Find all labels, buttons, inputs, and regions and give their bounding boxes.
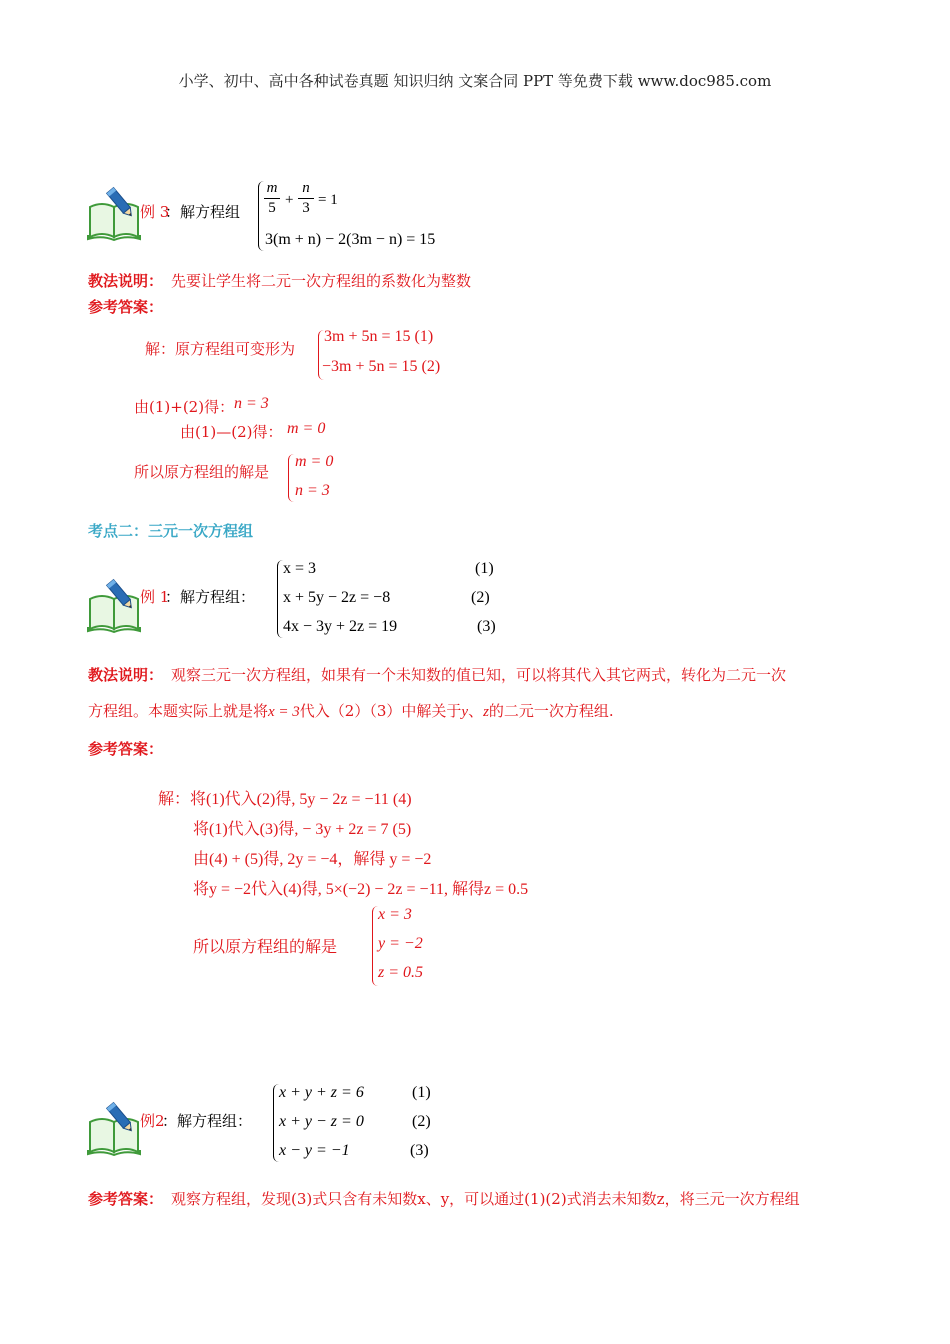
ex2-answer-text: 观察方程组，发现(3)式只含有未知数x、y，可以通过(1)(2)式消去未知数z，将三元一次方程组 [171,1190,800,1208]
ex3-step2-math: m = 0 [287,420,326,437]
ex1-eq1-num: (1) [475,560,494,577]
ex3-final-n: n = 3 [295,482,330,499]
ex1-method-line2c: 的二元一次方程组. [488,702,614,720]
ex1-final-x: x = 3 [378,906,412,923]
ex2-eq1: x + y + z = 6 [279,1084,364,1101]
ex1-eq1: x = 3 [283,560,317,577]
book-pencil-icon [86,577,142,633]
ex2-eq2: x + y − z = 0 [279,1113,364,1130]
ex1-eq2: x + 5y − 2z = −8 [283,589,391,606]
ex2-eq1-num: (1) [412,1084,431,1101]
ex2-eq3-num: (3) [410,1142,429,1159]
ex1-final-text: 所以原方程组的解是 [193,939,338,956]
ex2-answer-label: 参考答案： [88,1190,164,1208]
ex3-final-brace [288,454,295,502]
ex1-method-line2b: 代入（2）（3）中解关于 [299,702,462,720]
ex1-method-sep: 、 [468,702,484,720]
ex2-title: ：解方程组： [162,1112,253,1130]
ex2-eq2-num: (2) [412,1113,431,1130]
ex1-label: 例 1 [140,588,170,606]
ex1-method-z: z [483,704,489,720]
plus-sign: + [285,192,294,208]
ex1-step3: 由(4) + (5)得, 2y = −4，解得 y = −2 [193,851,432,868]
book-pencil-icon [86,185,142,241]
ex1-eq3-num: (3) [477,618,496,635]
fraction-m-over-5: m 5 [264,180,280,217]
section2-title: 考点二：三元一次方程组 [88,522,254,540]
ex3-step1-math: n = 3 [234,395,269,412]
ex3-step2-text: 由(1)—(2)得： [180,423,283,441]
ex3-solution-intro: 解：原方程组可变形为 [145,340,296,358]
ex1-method-label: 教法说明： [88,666,164,684]
ex3-label: 例 3 [140,203,170,221]
ex3-title: ：解方程组 [165,203,241,221]
ex3-method-text: 先要让学生将二元一次方程组的系数化为整数 [171,272,472,290]
ex1-step2: 将(1)代入(3)得, − 3y + 2z = 7 (5) [193,821,412,838]
ex3-eq2: 3(m + n) − 2(3m − n) = 15 [265,231,436,248]
ex1-answer-label: 参考答案： [88,740,164,758]
ex1-method-line2a: 方程组。本题实际上就是将 [88,702,269,720]
ex1-method-line1: 观察三元一次方程组，如果有一个未知数的值已知，可以将其代入其它两式，转化为二元一次 [171,666,787,684]
ex1-method-y: y [461,704,469,720]
ex3-eq1-rhs: = 1 [318,192,338,208]
ex3-sys-eq2: −3m + 5n = 15 (2) [322,358,441,375]
ex3-final-text: 所以原方程组的解是 [134,463,270,481]
ex1-step4: 将y = −2代入(4)得, 5×(−2) − 2z = −11, 解得z = 0.5 [193,881,529,898]
book-pencil-icon [86,1100,142,1156]
ex1-final-z: z = 0.5 [378,964,424,981]
ex2-eq3: x − y = −1 [279,1142,350,1159]
ex2-label: 例2 [140,1112,165,1130]
ex1-eq2-num: (2) [471,589,490,606]
ex1-final-y: y = −2 [378,935,423,952]
page-header: 小学、初中、高中各种试卷真题 知识归纳 文案合同 PPT 等免费下载 www.doc985.com [178,72,772,90]
ex3-step1-text: 由(1)+(2)得： [134,398,235,416]
ex1-method-line2 [88,700,614,721]
ex1-step1: 解：将(1)代入(2)得, 5y − 2z = −11 (4) [158,791,412,808]
ex1-eq3: 4x − 3y + 2z = 19 [283,618,398,635]
ex3-sys-eq1: 3m + 5n = 15 (1) [324,328,434,345]
ex3-final-m: m = 0 [295,453,334,470]
fraction-n-over-3: n 3 [298,180,314,217]
ex1-method-math: x = 3 [268,704,300,720]
ex3-method-label: 教法说明： [88,272,164,290]
ex1-title: ：解方程组： [165,588,256,606]
ex3-answer-label: 参考答案： [88,298,164,316]
